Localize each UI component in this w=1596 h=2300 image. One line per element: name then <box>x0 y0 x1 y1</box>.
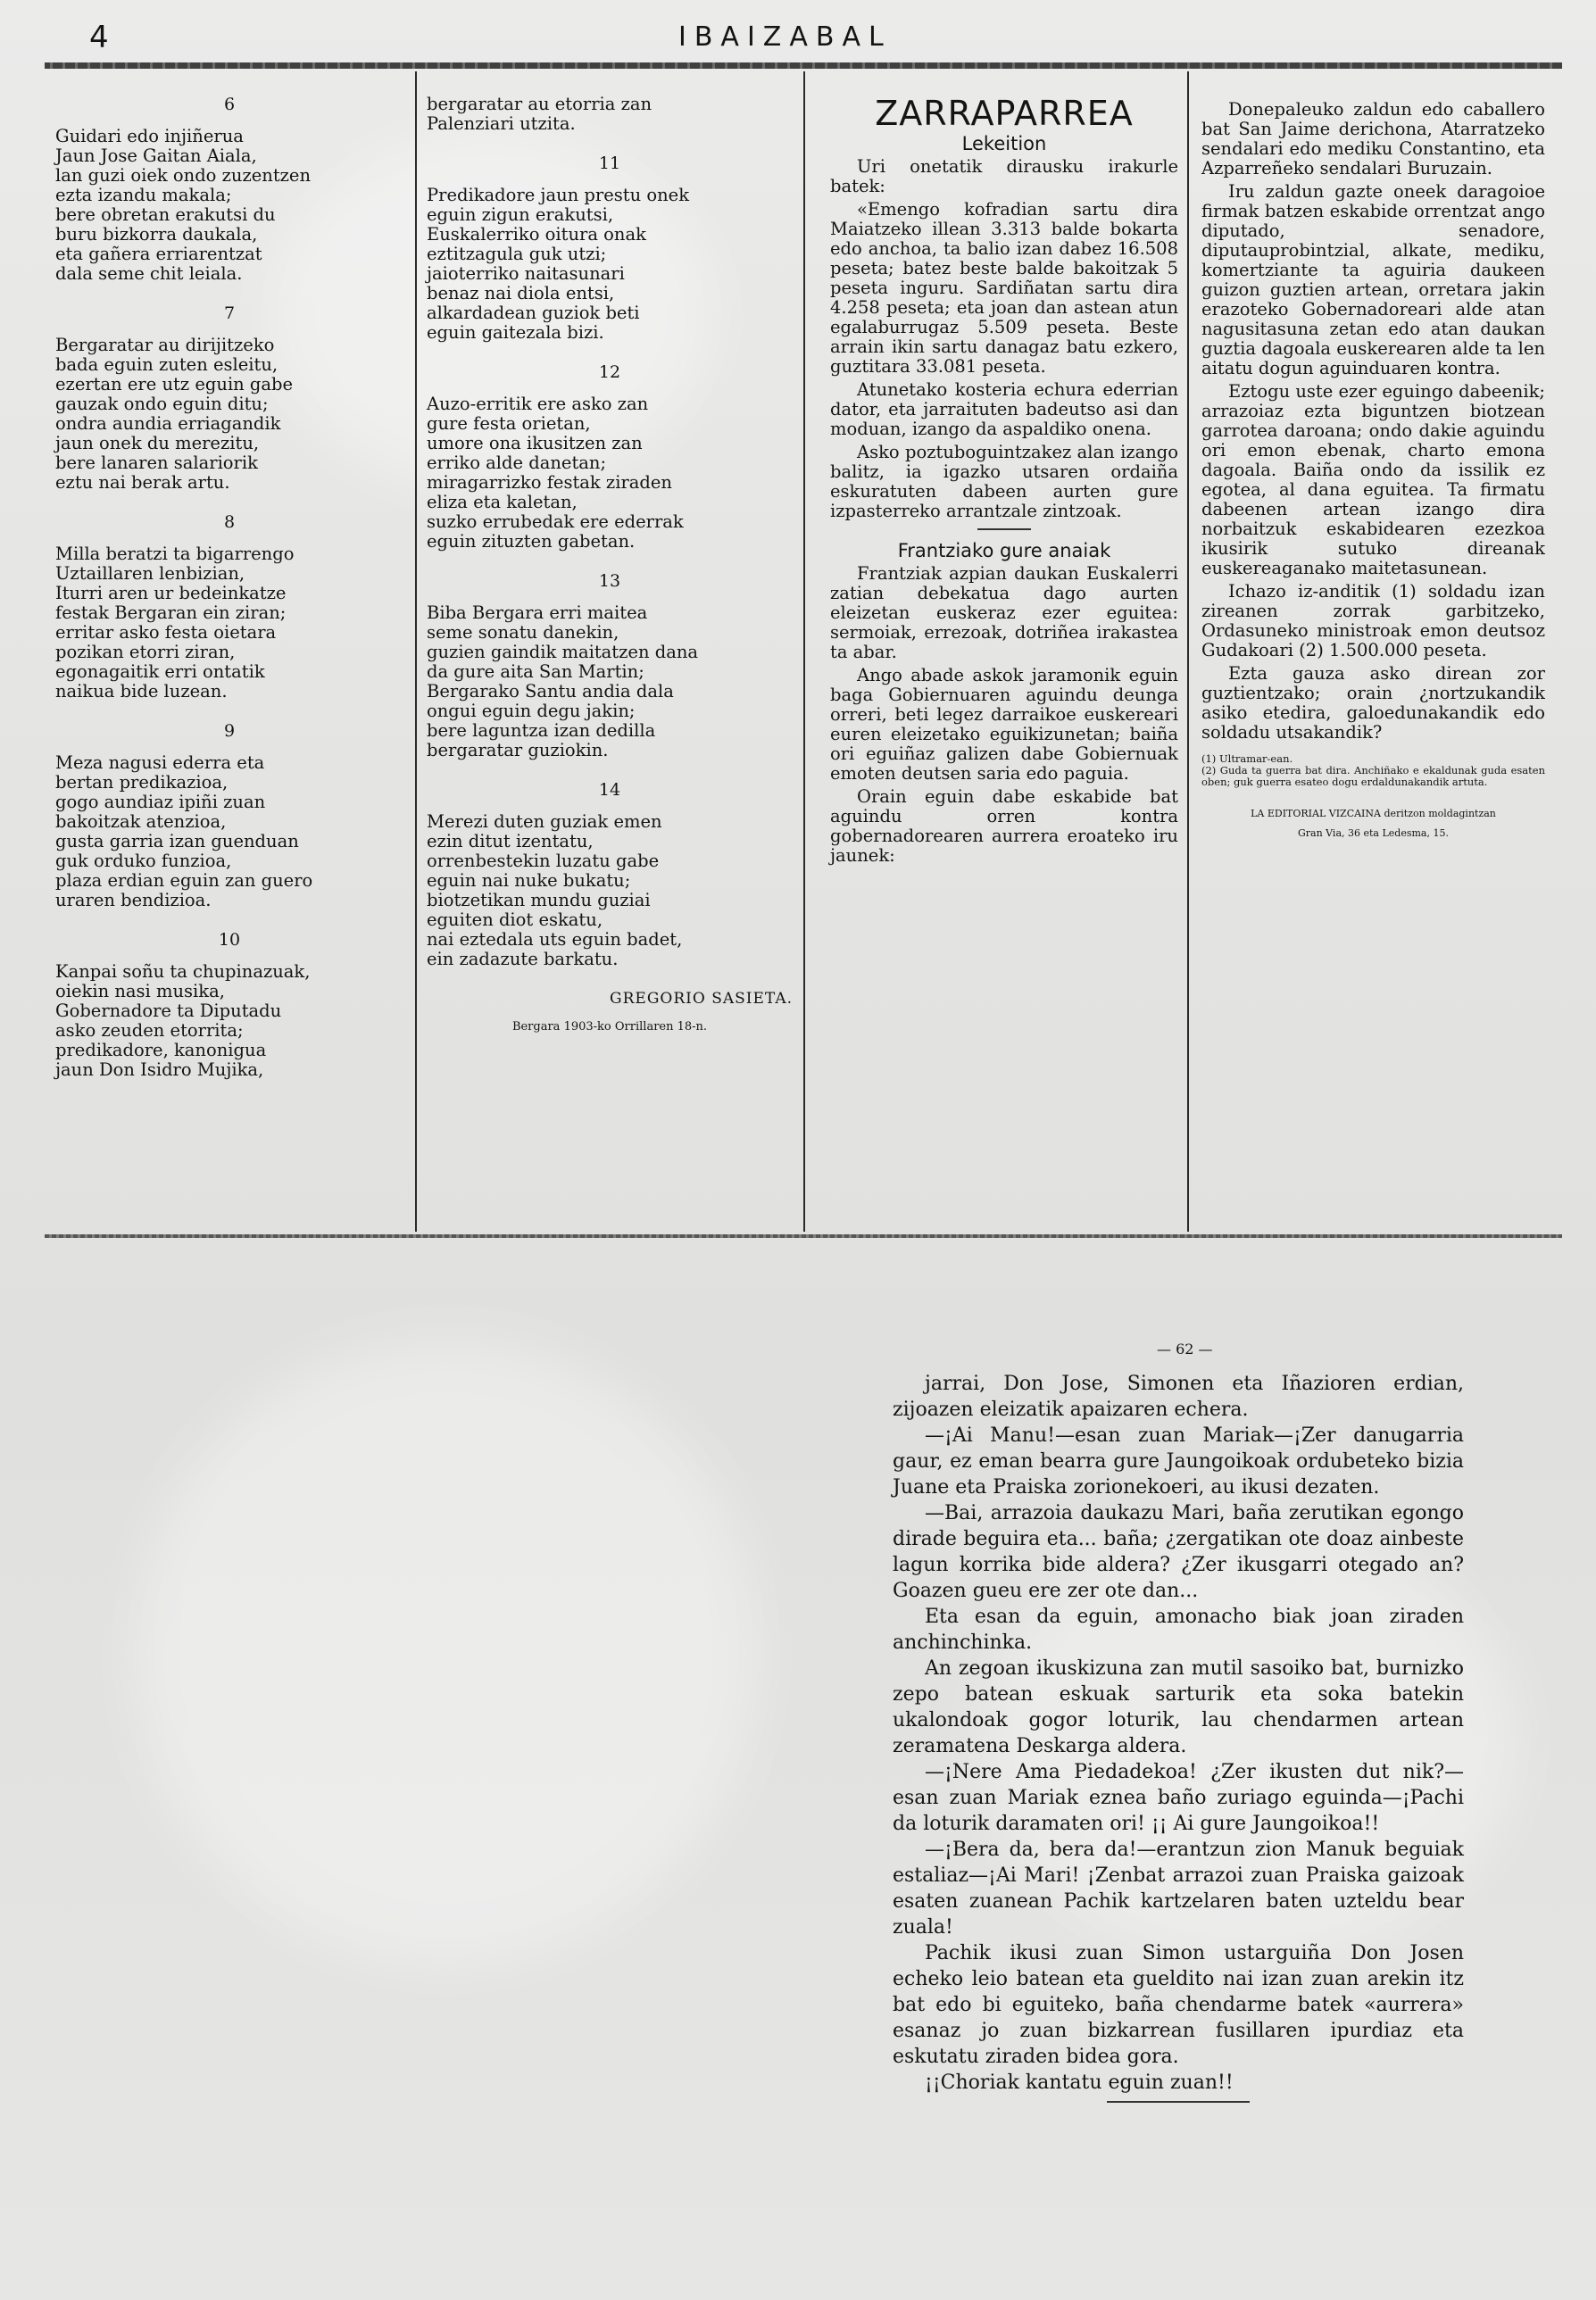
stanza-number: 9 <box>223 721 236 741</box>
header-rule <box>45 62 1562 69</box>
poem-line: festak Bergaran ein ziran; <box>55 602 287 623</box>
poem-line: guzien gaindik maitatzen dana <box>427 642 699 662</box>
page-bottom-rule <box>45 1234 1562 1238</box>
poem-stanza <box>55 95 403 284</box>
poem-line: Gobernadore ta Diputadu <box>55 1001 282 1021</box>
column-divider <box>803 71 805 1232</box>
poem-line: predikadore, kanonigua <box>55 1040 267 1060</box>
stanza-number: 6 <box>223 95 236 114</box>
poem-line: Bergaratar au dirijitzeko <box>55 335 275 355</box>
article-continuation <box>1201 100 1545 743</box>
poem-line: eztitzagula guk utzi; <box>427 244 607 264</box>
story-paragraph: —¡Ai Manu!—esan zuan Mariak—¡Zer danugarria gaur, ez eman bearra gure Jaungoikoak ordubeteko bizia Juane eta Praiska zorionekoeri, au ikusi dezaten. <box>893 1424 1464 1499</box>
poem-line: buru bizkorra daukala, <box>55 224 258 245</box>
section-title-lekeitio: Lekeition <box>961 133 1047 154</box>
poem-line: Jaun Jose Gaitan Aiala, <box>55 145 257 166</box>
stanza-number: 12 <box>598 362 621 382</box>
article-paragraph: Orain eguin dabe eskabide bat aguindu orren kontra gobernadorearen aurrera eroateko iru jaunek: <box>830 786 1178 866</box>
poem-line: orrenbestekin luzatu gabe <box>427 851 660 871</box>
poem-line: Iturri aren ur bedeinkatze <box>55 583 287 603</box>
story-paragraph: —¡Bera da, bera da!—erantzun zion Manuk beguiak estaliaz—¡Ai Mari! ¡Zenbat arrazoi zuan Praiska gaizoak esaten zuanean Pachik kartzelaren baten uzteldu bear zuala! <box>893 1839 1464 1939</box>
poem-line: egonagaitik erri ontatik <box>55 661 265 682</box>
poem-line: gauzak ondo eguin ditu; <box>55 394 269 414</box>
stanza-number: 7 <box>223 303 236 323</box>
poem-line: benaz nai diola entsi, <box>427 283 615 303</box>
poem-stanza <box>427 780 793 969</box>
poem-stanza <box>427 362 793 552</box>
article-paragraph: Eztogu uste ezer eguingo dabeenik; arrazoiaz ezta biguntzen biotzean garrotea daroana; ondo dakie aguindu ori emon ebenak, charto emona dagoala. Baiña ondo da issilik ez egotea, al dana eguitea. Ta firmatu dabeenen artean izango dira norbaitzuk eskabidearen ezezkoa ikusirik sutuko direanak euskereaganako maitetasunean. <box>1201 381 1545 578</box>
poem-line: asko zeuden etorrita; <box>55 1020 244 1041</box>
poem-line: bere obretan erakutsi du <box>55 204 276 225</box>
poem-line: ongui eguin degu jakin; <box>427 701 636 721</box>
story-paragraph: jarrai, Don Jose, Simonen eta Iñazioren erdian, zijoazen eleizatik apaizaren echera. <box>893 1373 1464 1421</box>
stanza-number: 13 <box>598 571 621 591</box>
poem-line: eztu nai berak artu. <box>55 472 230 493</box>
poem-stanza <box>55 512 403 702</box>
poem-line: nai eztedala uts eguin badet, <box>427 929 683 950</box>
inset-story-text <box>893 1371 1464 2103</box>
poem-line: Uztaillaren lenbizian, <box>55 563 245 584</box>
article-paragraph: Asko poztuboguintzakez alan izango balitz, ia igazko utsaren ordaiña eskuratuten dabeen aurten gure izpasterreko arrantzale zintzoak. <box>830 442 1178 521</box>
paper-stain <box>134 1339 759 1964</box>
poem-line: Bergarako Santu andia dala <box>427 681 674 702</box>
poem-line: pozikan etorri ziran, <box>55 642 236 662</box>
article-paragraph: Atunetako kosteria echura ederrian dator, eta jarraituten badeutso asi dan moduan, izango da aspaldiko onena. <box>830 379 1178 439</box>
poem-line: eguin zigun erakutsi, <box>427 204 614 225</box>
stanza-number: 14 <box>598 780 621 800</box>
poem-line: bere lanaren salariorik <box>55 453 258 473</box>
frantzia-article <box>830 564 1178 866</box>
footnotes <box>1201 753 1545 788</box>
page-number: 4 <box>89 20 109 55</box>
poem-line: ezertan ere utz eguin gabe <box>55 374 294 394</box>
poem-line: eguiten diot eskatu, <box>427 909 603 930</box>
poem-column-2 <box>427 95 793 1037</box>
news-column-continued <box>1201 100 1545 843</box>
column-divider <box>1187 71 1189 1232</box>
poem-line: jaun onek du merezitu, <box>55 433 260 453</box>
poem-stanza <box>427 95 793 134</box>
poem-line: gure festa orietan, <box>427 413 591 434</box>
poem-line: Predikadore jaun prestu onek <box>427 185 690 205</box>
stanza-number: 8 <box>223 512 236 532</box>
story-paragraph: —¡Nere Ama Piedadekoa! ¿Zer ikusten dut nik?—esan zuan Mariak eznea baño zuriago eguinda—¡Pachi da loturik daramaten ori! ¡¡ Ai gure Jaungoikoa!! <box>893 1761 1464 1835</box>
story-paragraph: Pachik ikusi zuan Simon ustarguiña Don Josen echeko leio batean eta gueldito nai izan zuan arekin itz bat edo bi eguiteko, baña chendarme batek «aurrera» esanaz jo zuan bizkarrean fusillaren ipurdiaz eta eskutatu ziraden bidea gora. <box>893 1942 1464 2068</box>
poem-stanza <box>55 930 403 1080</box>
poem-line: gogo aundiaz ipiñi zuan <box>55 792 266 812</box>
article-separator <box>977 528 1031 530</box>
article-paragraph: Uri onetatik dirausku irakurle batek: <box>830 156 1178 196</box>
poem-line: ein zadazute barkatu. <box>427 949 619 969</box>
poem-line: oiekin nasi musika, <box>55 981 225 1001</box>
poem-line: gusta garria izan guenduan <box>55 831 299 851</box>
footnote: (1) Ultramar-ean. <box>1201 752 1293 765</box>
poem-dateline: Bergara 1903-ko Orrillaren 18-n. <box>511 1020 708 1034</box>
poem-line: da gure aita San Martin; <box>427 661 644 682</box>
story-paragraph: ¡¡Choriak kantatu eguin zuan!! <box>925 2072 1234 2094</box>
poem-line: dala seme chit leiala. <box>55 263 243 284</box>
article-paragraph: Donepaleuko zaldun edo caballero bat San Jaime derichona, Atarratzeko sendalari edo mediku Constantino, eta Azparreñeko sendalari Buruzain. <box>1201 99 1545 179</box>
poem-line: bertan predikazioa, <box>55 772 229 793</box>
column-divider <box>415 71 417 1232</box>
article-paragraph: «Emengo kofradian sartu dira Maiatzeko illean 3.313 balde bokarta edo anchoa, ta balio izan dabez 16.508 peseta; batez beste balde bakoitzak 5 peseta inguru. Sardiñatan sartu dira 4.258 peseta; eta joan dan astean atun egalaburrugaz 5.509 peseta. Beste arrain ikin sartu danagaz batu ezkero, guztitara 33.081 peseta. <box>830 199 1178 377</box>
news-column <box>830 89 1178 869</box>
printer-imprint <box>1201 804 1545 843</box>
poem-line: umore ona ikusitzen zan <box>427 433 643 453</box>
story-end-rule <box>1107 2101 1250 2103</box>
poem-line: seme sonatu danekin, <box>427 622 619 643</box>
poem-line: guk orduko funzioa, <box>55 851 232 871</box>
masthead-title: IBAIZABAL <box>678 21 892 53</box>
poem-line: jaun Don Isidro Mujika, <box>55 1059 264 1080</box>
poem-line: bada eguin zuten esleitu, <box>55 354 278 375</box>
article-paragraph: Iru zaldun gazte oneek daragoioe firmak batzen eskabide orrentzat ango diputado, senadore, diputauprobintzial, alkate, mediku, komertziante ta aguiria daukeen guizon guztien artean, orretara jakin erazoteko Gobernadoreari alde atan nagusitasuna zetan edo atan daukan guztia dagoala euskerearen alde ta len aitatu dogun aguinduaren kontra. <box>1201 181 1545 378</box>
poem-line: bakoitzak atenzioa, <box>55 811 227 832</box>
poem-line: jaioterriko naitasunari <box>427 263 625 284</box>
story-paragraph: An zegoan ikuskizuna zan mutil sasoiko bat, burnizko zepo batean eskuak sarturik eta soka batekin ukalondoak gogor loturik, lau chendarmen artean zeramatena Deskarga aldera. <box>893 1657 1464 1757</box>
poem-line: ondra aundia erriagandik <box>55 413 281 434</box>
poem-line: Biba Bergara erri maitea <box>427 602 648 623</box>
poem-line: eguin gaitezala bizi. <box>427 322 604 343</box>
poem-stanza <box>55 303 403 493</box>
poem-line: lan guzi oiek ondo zuzentzen <box>55 165 312 186</box>
poem-column-1 <box>55 95 403 1100</box>
poem-line: eguin nai nuke bukatu; <box>427 870 631 891</box>
article-paragraph: Ezta gauza asko direan zor guztientzako; orain ¿nortzukandik asiko etedira, galoedunakandik edo soldadu utsakandik? <box>1201 663 1545 743</box>
poem-line: Kanpai soñu ta chupinazuak, <box>55 961 311 982</box>
poem-line: Merezi duten guziak emen <box>427 811 662 832</box>
page-header <box>0 0 1596 71</box>
poem-line: Milla beratzi ta bigarrengo <box>55 544 295 564</box>
printer-line: Gran Via, 36 eta Ledesma, 15. <box>1298 827 1449 839</box>
poem-line: Meza nagusi ederra eta <box>55 752 265 773</box>
poem-line: miragarrizko festak ziraden <box>427 472 672 493</box>
stanza-number: 10 <box>218 930 241 950</box>
lekeitio-article <box>830 157 1178 521</box>
poem-line: Euskalerriko oitura onak <box>427 224 646 245</box>
poem-line: alkardadean guziok beti <box>427 303 640 323</box>
poem-signature: GREGORIO SASIETA. <box>610 990 793 1008</box>
poem-line: erritar asko festa oietara <box>55 622 277 643</box>
poem-line: ezin ditut izentatu, <box>427 831 594 851</box>
poem-stanza <box>427 571 793 760</box>
poem-line: eta gañera erriarentzat <box>55 244 262 264</box>
poem-line: plaza erdian eguin zan guero <box>55 870 313 891</box>
article-paragraph: Ichazo iz-anditik (1) soldadu izan zireanen zorrak garbitzeko, Ordasuneko ministroak emon deutsoz Gudakoari (2) 1.500.000 peseta. <box>1201 581 1545 660</box>
footnote: (2) Guda ta guerra bat dira. Anchiñako e ekaldunak guda esaten oben; guk guerra esateo dogu erdaldunakandik artuta. <box>1201 764 1545 788</box>
poem-line: biotzetikan mundu guziai <box>427 890 651 910</box>
story-paragraph: —Bai, arrazoia daukazu Mari, baña zerutikan egongo dirade beguira eta... baña; ¿zergatikan ote doaz ainbeste lagun korrika bide aldera? ¿Zer ikusgarri otegado an? Goazen gueu ere zer ote dan... <box>893 1502 1464 1602</box>
poem-stanzas <box>427 95 793 969</box>
poem-line: bergaratar au etorria zan <box>427 94 653 114</box>
stanza-number: 11 <box>598 154 621 173</box>
article-paragraph: Frantziak azpian daukan Euskalerri zatian debekatua dago aurten eleizetan euskeraz ezer eguitea: sermoiak, errezoak, dotriñea irakastea ta abar. <box>830 563 1178 662</box>
poem-line: Palenziari utzita. <box>427 113 576 134</box>
poem-line: bergaratar guziokin. <box>427 740 609 760</box>
section-headline: ZARRAPARREA <box>875 94 1134 133</box>
article-paragraph: Ango abade askok jaramonik eguin baga Gobiernuaren aguindu deunga orreri, beti legez darraikoe euskereari euren eleizetako eguikizunetan; baiña ori eguiñaz galizen dabe Gobiernuak emoten deutsen saria edo paguia. <box>830 665 1178 784</box>
poem-line: Auzo-erritik ere asko zan <box>427 394 649 414</box>
poem-stanza <box>55 721 403 910</box>
section-title-frantzia: Frantziako gure anaiak <box>897 540 1111 561</box>
poem-line: eguin zituzten gabetan. <box>427 531 636 552</box>
poem-line: naikua bide luzean. <box>55 681 228 702</box>
inset-page-number: — 62 — <box>1157 1341 1213 1358</box>
poem-line: eliza eta kaletan, <box>427 492 578 512</box>
story-paragraph: Eta esan da eguin, amonacho biak joan ziraden anchinchinka. <box>893 1606 1464 1654</box>
poem-line: Guidari edo injiñerua <box>55 126 244 146</box>
poem-stanza <box>427 154 793 343</box>
poem-line: erriko alde danetan; <box>427 453 607 473</box>
poem-line: bere laguntza izan dedilla <box>427 720 656 741</box>
poem-line: uraren bendizioa. <box>55 890 212 910</box>
poem-line: suzko errubedak ere ederrak <box>427 511 684 532</box>
printer-line: LA EDITORIAL VIZCAINA deritzon moldagintzan <box>1251 808 1496 819</box>
poem-line: ezta izandu makala; <box>55 185 232 205</box>
